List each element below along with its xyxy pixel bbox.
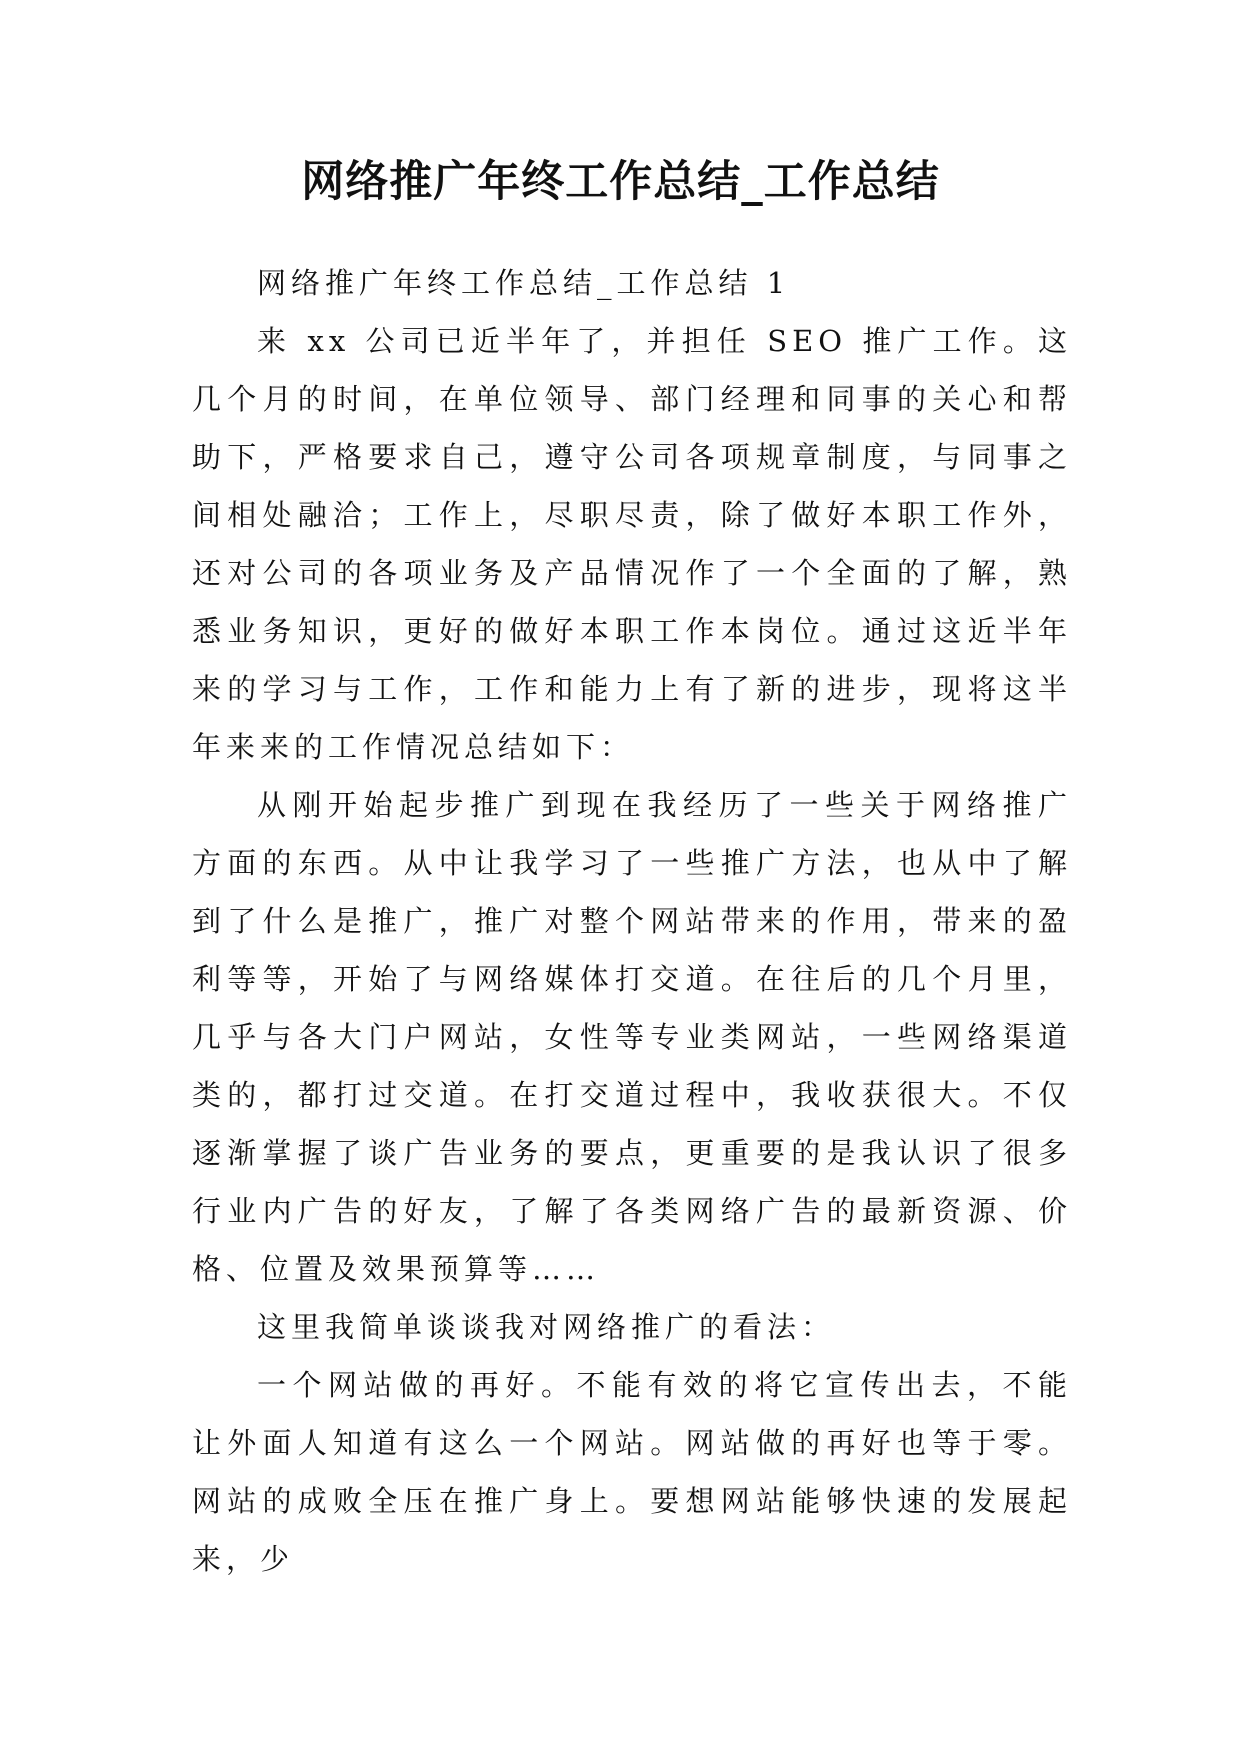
paragraph: 从刚开始起步推广到现在我经历了一些关于网络推广方面的东西。从中让我学习了一些推广方法，也从中了解到了什么是推广，推广对整个网站带来的作用，带来的盈利等等，开始了与网络媒体打交道。在往后的几个月里，几乎与各大门户网站，女性等专业类网站，一些网络渠道类的，都打过交道。在打交道过程中，我收获很大。不仅逐渐掌握了谈广告业务的要点，更重要的是我认识了很多行业内广告的好友，了解了各类网络广告的最新资源、价格、位置及效果预算等…… (192, 788, 1072, 1286)
document-title: 网络推广年终工作总结_工作总结 (301, 157, 940, 207)
paragraph: 一个网站做的再好。不能有效的将它宣传出去，不能让外面人知道有这么一个网站。网站做的再好也等于零。网站的成败全压在推广身上。要想网站能够快速的发展起来，少 (192, 1368, 1072, 1576)
section-heading: 网络推广年终工作总结_工作总结 1 (257, 266, 791, 300)
paragraph: 来 xx 公司已近半年了，并担任 SEO 推广工作。这几个月的时间，在单位领导、部门经理和同事的关心和帮助下，严格要求自己，遵守公司各项规章制度，与同事之间相处融洽；工作上，尽职尽责，除了做好本职工作外，还对公司的各项业务及产品情况作了一个全面的了解，熟悉业务知识，更好的做好本职工作本岗位。通过这近半年来的学习与工作，工作和能力上有了新的进步，现将这半年来来的工作情况总结如下： (192, 324, 1072, 764)
paragraph: 这里我简单谈谈我对网络推广的看法： (257, 1310, 836, 1344)
document-body (192, 254, 1072, 1588)
